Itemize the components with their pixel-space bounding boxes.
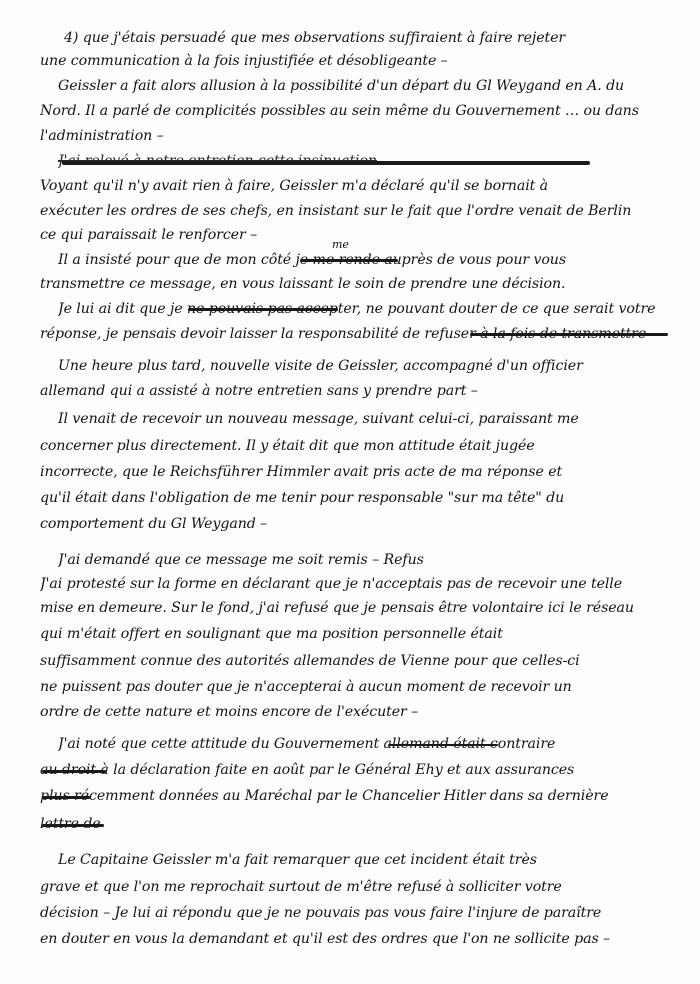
letter-line: incorrecte, que le Reichsführer Himmler avait pris acte de ma réponse et [40,464,563,480]
letter-line: 4) que j'étais persuadé que mes observations suffiraient à faire rejeter [64,30,566,46]
letter-line: transmettre ce message, en vous laissant le soin de prendre une décision. [40,276,566,292]
letter-line: décision – Je lui ai répondu que je ne pouvais pas vous faire l'injure de paraître [40,905,602,921]
letter-line: exécuter les ordres de ses chefs, en insistant sur le fait que l'ordre venait de Berlin [40,203,632,219]
letter-line: allemand qui a assisté à notre entretien sans y prendre part – [40,383,478,399]
letter-line: une communication à la fois injustifiée et désobligeante – [40,53,448,69]
letter-line: Voyant qu'il n'y avait rien à faire, Geissler m'a déclaré qu'il se bornait à [40,178,549,194]
letter-line: ce qui paraissait le renforcer – [40,227,258,243]
letter-line: Nord. Il a parlé de complicités possibles au sein même du Gouvernement … ou dans [40,103,639,119]
letter-line: plus récemment données au Maréchal par le Chancelier Hitler dans sa dernière [40,788,609,804]
letter-line: Une heure plus tard, nouvelle visite de Geissler, accompagné d'un officier [58,358,583,374]
superscript-insertion: me [332,238,349,251]
letter-line: Il venait de recevoir un nouveau message, suivant celui-ci, paraissant me [58,411,579,427]
strike-through-mark [470,333,668,336]
strike-through-mark [42,796,90,799]
strike-through-mark [62,161,590,165]
strike-through-mark [42,824,104,827]
strike-through-mark [388,744,498,746]
letter-line: Je lui ai dit que je ne pouvais pas accepter, ne pouvant douter de ce que serait votre [58,301,656,317]
letter-line: ne puissent pas douter que je n'accepterai à aucun moment de recevoir un [40,679,572,695]
letter-line: ordre de cette nature et moins encore de l'exécuter – [40,704,419,720]
letter-line: au droit à la déclaration faite en août par le Général Ehy et aux assurances [40,762,575,778]
letter-line: suffisamment connue des autorités allemandes de Vienne pour que celles-ci [40,653,580,669]
letter-line: mise en demeure. Sur le fond, j'ai refusé que je pensais être volontaire ici le réseau [40,600,634,616]
strike-through-mark [188,308,338,311]
letter-line: lettre de [40,816,101,832]
letter-line: grave et que l'on me reprochait surtout de m'être refusé à solliciter votre [40,879,562,895]
letter-line: qu'il était dans l'obligation de me tenir pour responsable "sur ma tête" du [40,490,565,506]
letter-line: J'ai demandé que ce message me soit remis – Refus [58,552,424,568]
letter-line: réponse, je pensais devoir laisser la responsabilité de refuser à la fois de transmettre [40,326,647,342]
letter-line: Le Capitaine Geissler m'a fait remarquer que cet incident était très [58,852,537,868]
letter-line: comportement du Gl Weygand – [40,516,268,532]
letter-line: concerner plus directement. Il y était dit que mon attitude était jugée [40,438,535,454]
letter-line: l'administration – [40,128,164,144]
letter-line: en douter en vous la demandant et qu'il est des ordres que l'on ne sollicite pas – [40,931,611,947]
letter-line: Geissler a fait alors allusion à la possibilité d'un départ du Gl Weygand en A. du [58,78,625,94]
letter-line: Il a insisté pour que de mon côté je me rende auprès de vous pour vous [58,252,567,268]
strike-through-mark [300,259,398,262]
letter-line: J'ai noté que cette attitude du Gouvernement allemand était contraire [58,736,556,752]
strike-through-mark [42,770,106,773]
letter-line: J'ai protesté sur la forme en déclarant que je n'acceptais pas de recevoir une telle [40,576,623,592]
letter-line: qui m'était offert en soulignant que ma position personnelle était [40,626,503,642]
struck-out-line: J'ai relevé à notre entretien cette insinuation [58,153,377,169]
